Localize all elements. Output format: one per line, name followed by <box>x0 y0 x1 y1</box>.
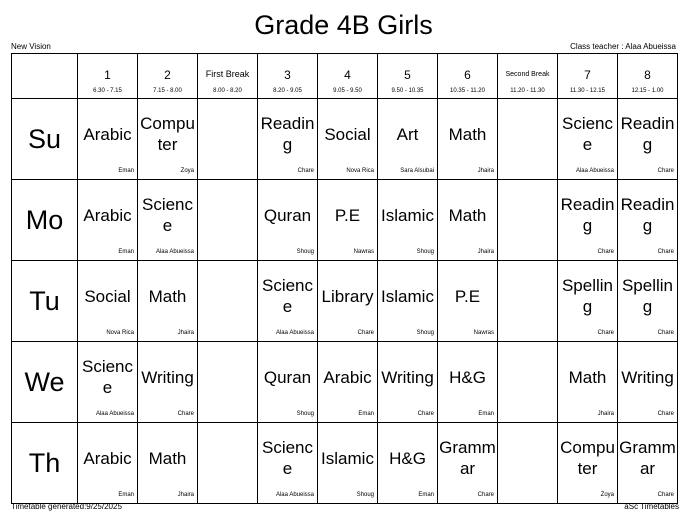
lesson-cell <box>618 180 678 261</box>
teacher-name: Alaa Abueissa <box>275 492 314 498</box>
day-row <box>12 423 678 504</box>
lesson-cell <box>318 342 378 423</box>
subject-name: Islamic <box>321 448 374 468</box>
period-time: 12.15 - 1.00 <box>631 88 664 94</box>
break-time: 8.00 - 8.20 <box>213 88 242 94</box>
timetable-grid <box>11 53 678 504</box>
subject-name: Quran <box>263 367 312 387</box>
lesson-cell <box>618 99 678 180</box>
lesson-cell <box>78 99 138 180</box>
teacher-name: Alaa Abueissa <box>155 249 194 255</box>
teacher-name: Jhaira <box>597 411 614 417</box>
teacher-name: Chare <box>597 330 614 336</box>
break-cell <box>198 423 258 504</box>
break-cell <box>498 342 558 423</box>
subject-name: Spelling <box>561 276 614 316</box>
day-row <box>12 261 678 342</box>
generated-date: Timetable generated:9/25/2025 <box>11 502 122 511</box>
subject-name: Math <box>448 124 487 144</box>
teacher-name: Nawras <box>353 249 374 255</box>
lesson-cell <box>78 423 138 504</box>
lesson-cell <box>258 342 318 423</box>
teacher-name: Nawras <box>473 330 494 336</box>
break-cell <box>498 99 558 180</box>
break-header <box>498 54 558 99</box>
subject-name: Islamic <box>381 286 434 306</box>
teacher-name: Eman <box>358 411 374 417</box>
subject-name: Spelling <box>621 276 674 316</box>
lesson-cell <box>318 261 378 342</box>
subject-name: Science <box>81 357 134 397</box>
teacher-name: Shoug <box>416 330 434 336</box>
break-cell <box>498 423 558 504</box>
break-cell <box>498 180 558 261</box>
period-header <box>438 54 498 99</box>
lesson-cell <box>138 423 198 504</box>
period-time: 6.30 - 7.15 <box>93 88 122 94</box>
period-number: 8 <box>644 68 651 82</box>
subject-name: Science <box>261 276 314 316</box>
subject-name: Social <box>324 124 371 144</box>
subject-name: Computer <box>560 438 615 478</box>
lesson-cell <box>78 342 138 423</box>
app-credit: aSc Timetables <box>624 502 679 511</box>
break-name: Second Break <box>505 71 550 78</box>
period-number: 5 <box>404 68 411 82</box>
subject-name: Quran <box>263 205 312 225</box>
day-label: Mo <box>12 180 78 261</box>
teacher-name: Chare <box>417 411 434 417</box>
period-number: 6 <box>464 68 471 82</box>
period-header <box>138 54 198 99</box>
teacher-name: Chare <box>597 249 614 255</box>
subject-name: Library <box>321 286 374 306</box>
lesson-cell <box>438 180 498 261</box>
period-number: 7 <box>584 68 591 82</box>
day-label: Tu <box>12 261 78 342</box>
teacher-name: Shoug <box>356 492 374 498</box>
teacher-name: Sara Alsubai <box>400 168 434 174</box>
subject-name: Writing <box>621 367 674 387</box>
teacher-name: Chare <box>657 330 674 336</box>
day-label: Su <box>12 99 78 180</box>
break-cell <box>198 261 258 342</box>
period-header <box>258 54 318 99</box>
lesson-cell <box>558 342 618 423</box>
teacher-name: Zoya <box>180 168 194 174</box>
teacher-name: Jhaira <box>177 492 194 498</box>
subject-name: Grammar <box>439 438 496 478</box>
teacher-name: Chare <box>657 411 674 417</box>
teacher-name: Alaa Abueissa <box>575 168 614 174</box>
subject-name: Islamic <box>381 205 434 225</box>
period-time: 9.05 - 9.50 <box>333 88 362 94</box>
day-row <box>12 99 678 180</box>
teacher-name: Eman <box>418 492 434 498</box>
lesson-cell <box>378 342 438 423</box>
lesson-cell <box>138 261 198 342</box>
lesson-cell <box>438 342 498 423</box>
subject-name: H&G <box>389 448 426 468</box>
teacher-name: Chare <box>657 249 674 255</box>
teacher-name: Shoug <box>416 249 434 255</box>
period-number: 3 <box>284 68 291 82</box>
subject-name: Reading <box>620 114 675 154</box>
lesson-cell <box>78 180 138 261</box>
subject-name: Arabic <box>323 367 372 387</box>
teacher-name: Alaa Abueissa <box>95 411 134 417</box>
subject-name: Arabic <box>83 124 132 144</box>
break-cell <box>198 99 258 180</box>
subject-name: Reading <box>620 195 675 235</box>
break-cell <box>198 180 258 261</box>
lesson-cell <box>558 99 618 180</box>
period-time: 9.50 - 10.35 <box>391 88 424 94</box>
teacher-name: Jhaira <box>477 168 494 174</box>
subject-name: P.E <box>454 286 481 306</box>
break-cell <box>198 342 258 423</box>
timetable-title: Grade 4B Girls <box>254 10 433 40</box>
subject-name: Science <box>561 114 614 154</box>
subject-name: Science <box>261 438 314 478</box>
lesson-cell <box>138 342 198 423</box>
lesson-cell <box>438 423 498 504</box>
lesson-cell <box>438 99 498 180</box>
subject-name: Reading <box>560 195 615 235</box>
teacher-name: Eman <box>118 168 134 174</box>
period-time: 7.15 - 8.00 <box>153 88 182 94</box>
subject-name: P.E <box>334 205 361 225</box>
teacher-name: Chare <box>357 330 374 336</box>
lesson-cell <box>378 99 438 180</box>
subject-name: Arabic <box>83 448 132 468</box>
class-teacher: Class teacher : Alaa Abueissa <box>570 42 676 51</box>
day-label: Th <box>12 423 78 504</box>
subject-name: Science <box>141 195 194 235</box>
period-header <box>378 54 438 99</box>
subject-name: Art <box>396 124 419 144</box>
break-name: First Break <box>205 69 250 79</box>
teacher-name: Chare <box>477 492 494 498</box>
corner-cell <box>12 54 78 99</box>
subject-name: Social <box>84 286 131 306</box>
subject-name: H&G <box>449 367 486 387</box>
subject-name: Arabic <box>83 205 132 225</box>
subject-name: Reading <box>260 114 315 154</box>
period-number: 2 <box>164 68 171 82</box>
day-label: We <box>12 342 78 423</box>
lesson-cell <box>618 261 678 342</box>
subject-name: Writing <box>141 367 194 387</box>
lesson-cell <box>258 423 318 504</box>
period-time: 11.30 - 12.15 <box>570 88 605 94</box>
lesson-cell <box>318 99 378 180</box>
teacher-name: Chare <box>297 168 314 174</box>
lesson-cell <box>138 99 198 180</box>
lesson-cell <box>138 180 198 261</box>
subject-name: Math <box>568 367 607 387</box>
lesson-cell <box>618 423 678 504</box>
teacher-name: Jhaira <box>177 330 194 336</box>
period-number: 1 <box>104 68 111 82</box>
teacher-name: Jhaira <box>477 249 494 255</box>
period-header <box>318 54 378 99</box>
lesson-cell <box>558 423 618 504</box>
lesson-cell <box>378 180 438 261</box>
period-header <box>558 54 618 99</box>
subject-name: Math <box>148 286 187 306</box>
lesson-cell <box>378 423 438 504</box>
teacher-name: Eman <box>118 492 134 498</box>
break-cell <box>498 261 558 342</box>
break-time: 11.20 - 11.30 <box>510 88 545 94</box>
lesson-cell <box>318 423 378 504</box>
period-header <box>78 54 138 99</box>
school-name: New Vision <box>11 42 51 51</box>
break-header <box>198 54 258 99</box>
period-number: 4 <box>344 68 351 82</box>
teacher-name: Chare <box>657 168 674 174</box>
lesson-cell <box>258 99 318 180</box>
subject-name: Writing <box>381 367 434 387</box>
subject-name: Computer <box>140 114 195 154</box>
teacher-name: Nova Rica <box>106 330 134 336</box>
subject-name: Math <box>148 448 187 468</box>
period-time: 10.35 - 11.20 <box>450 88 485 94</box>
lesson-cell <box>438 261 498 342</box>
day-row <box>12 180 678 261</box>
lesson-cell <box>558 180 618 261</box>
teacher-name: Chare <box>177 411 194 417</box>
lesson-cell <box>318 180 378 261</box>
teacher-name: Shoug <box>296 249 314 255</box>
day-row <box>12 342 678 423</box>
lesson-cell <box>78 261 138 342</box>
header-row <box>12 54 678 99</box>
period-header <box>618 54 678 99</box>
lesson-cell <box>618 342 678 423</box>
lesson-cell <box>258 180 318 261</box>
lesson-cell <box>558 261 618 342</box>
lesson-cell <box>258 261 318 342</box>
lesson-cell <box>378 261 438 342</box>
teacher-name: Nova Rica <box>346 168 374 174</box>
teacher-name: Eman <box>478 411 494 417</box>
teacher-name: Shoug <box>296 411 314 417</box>
teacher-name: Zoya <box>600 492 614 498</box>
teacher-name: Alaa Abueissa <box>275 330 314 336</box>
teacher-name: Eman <box>118 249 134 255</box>
teacher-name: Chare <box>657 492 674 498</box>
period-time: 8.20 - 9.05 <box>273 88 302 94</box>
subject-name: Grammar <box>619 438 676 478</box>
subject-name: Math <box>448 205 487 225</box>
